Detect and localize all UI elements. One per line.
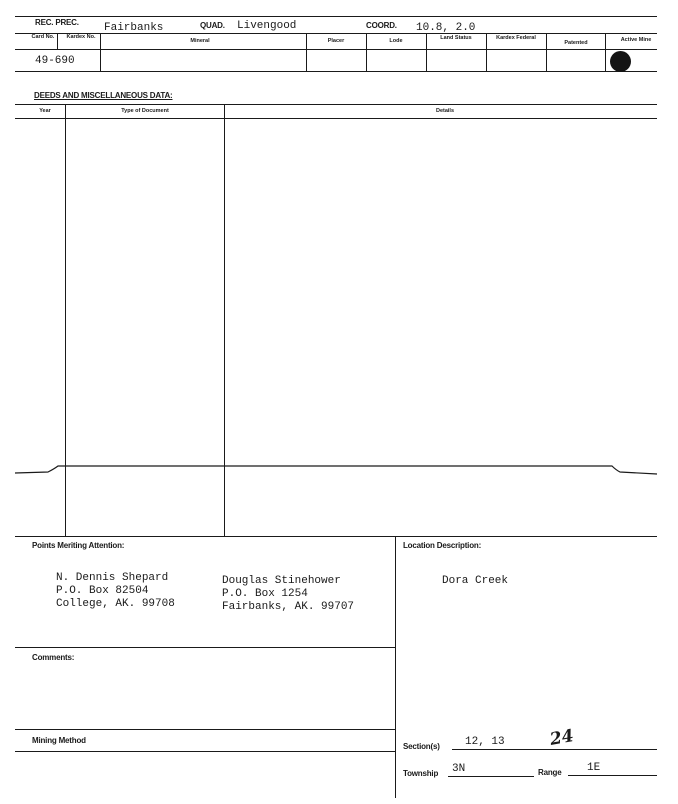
column-head-rule <box>15 49 657 50</box>
col-land-status: Land Status <box>440 35 472 41</box>
deeds-head-rule <box>15 118 657 119</box>
rec-prec-value: Fairbanks <box>104 22 164 34</box>
section-label: Section(s) <box>403 742 440 751</box>
divider-2 <box>100 33 101 71</box>
address-2-name: Douglas Stinehower <box>222 575 341 587</box>
col-placer: Placer <box>327 38 345 44</box>
deeds-top-rule <box>15 104 657 105</box>
col-patented: Patented <box>564 40 588 46</box>
deeds-col-type: Type of Document <box>121 108 169 114</box>
comments-rule <box>15 647 395 648</box>
township-value: 3N <box>452 763 466 775</box>
points-label: Points Meriting Attention: <box>32 541 125 550</box>
section-value: 12, 13 <box>465 736 505 748</box>
header-under-rule <box>15 33 657 34</box>
col-kardex-no: Kardex No. <box>66 34 96 40</box>
mining-under-rule <box>15 751 395 752</box>
col-card-no: Card No. <box>31 34 55 40</box>
mining-method-label: Mining Method <box>32 736 86 745</box>
divider-8 <box>605 33 606 71</box>
address-1-line2: College, AK. 99708 <box>56 598 175 610</box>
header-top-rule <box>15 16 657 17</box>
rec-prec-label: REC. PREC. <box>35 18 79 27</box>
address-1-line1: P.O. Box 82504 <box>56 585 149 597</box>
bottom-center-divider <box>395 536 396 798</box>
divider-6 <box>486 33 487 71</box>
col-active: Active Mine <box>620 37 652 43</box>
bottom-top-rule <box>15 536 657 537</box>
col-kardex-federal: Kardex Federal <box>496 35 536 41</box>
divider-7 <box>546 33 547 71</box>
address-2-line1: P.O. Box 1254 <box>222 588 308 600</box>
address-2 <box>222 575 354 614</box>
comments-label: Comments: <box>32 653 75 662</box>
col-lode: Lode <box>389 38 403 44</box>
address-1 <box>56 572 175 611</box>
quad-label: QUAD. <box>200 21 225 30</box>
location-label: Location Description: <box>403 541 482 550</box>
active-mine-dot <box>610 51 631 72</box>
township-label: Township <box>403 769 439 778</box>
section-handwritten: 24 <box>548 726 576 750</box>
coord-value: 10.8, 2.0 <box>416 22 476 34</box>
header-bottom-rule <box>15 71 657 72</box>
quad-value: Livengood <box>237 20 297 32</box>
coord-label: COORD. <box>366 21 397 30</box>
divider-4 <box>366 33 367 71</box>
address-2-line2: Fairbanks, AK. 99707 <box>222 601 355 613</box>
township-rule <box>448 776 534 777</box>
deeds-col-details: Details <box>435 108 455 114</box>
divider-5 <box>426 33 427 71</box>
range-value: 1E <box>587 762 601 774</box>
deeds-title: DEEDS AND MISCELLANEOUS DATA: <box>34 91 173 100</box>
col-mineral: Mineral <box>190 38 210 44</box>
range-label: Range <box>538 768 562 777</box>
location-value: Dora Creek <box>442 575 509 587</box>
card-no-value: 49-690 <box>35 55 75 67</box>
address-1-name: N. Dennis Shepard <box>56 572 169 584</box>
divider-3 <box>306 33 307 71</box>
mining-rule <box>15 729 395 730</box>
range-rule <box>568 775 657 776</box>
fold-line <box>0 460 678 490</box>
deeds-col-year: Year <box>39 108 51 114</box>
